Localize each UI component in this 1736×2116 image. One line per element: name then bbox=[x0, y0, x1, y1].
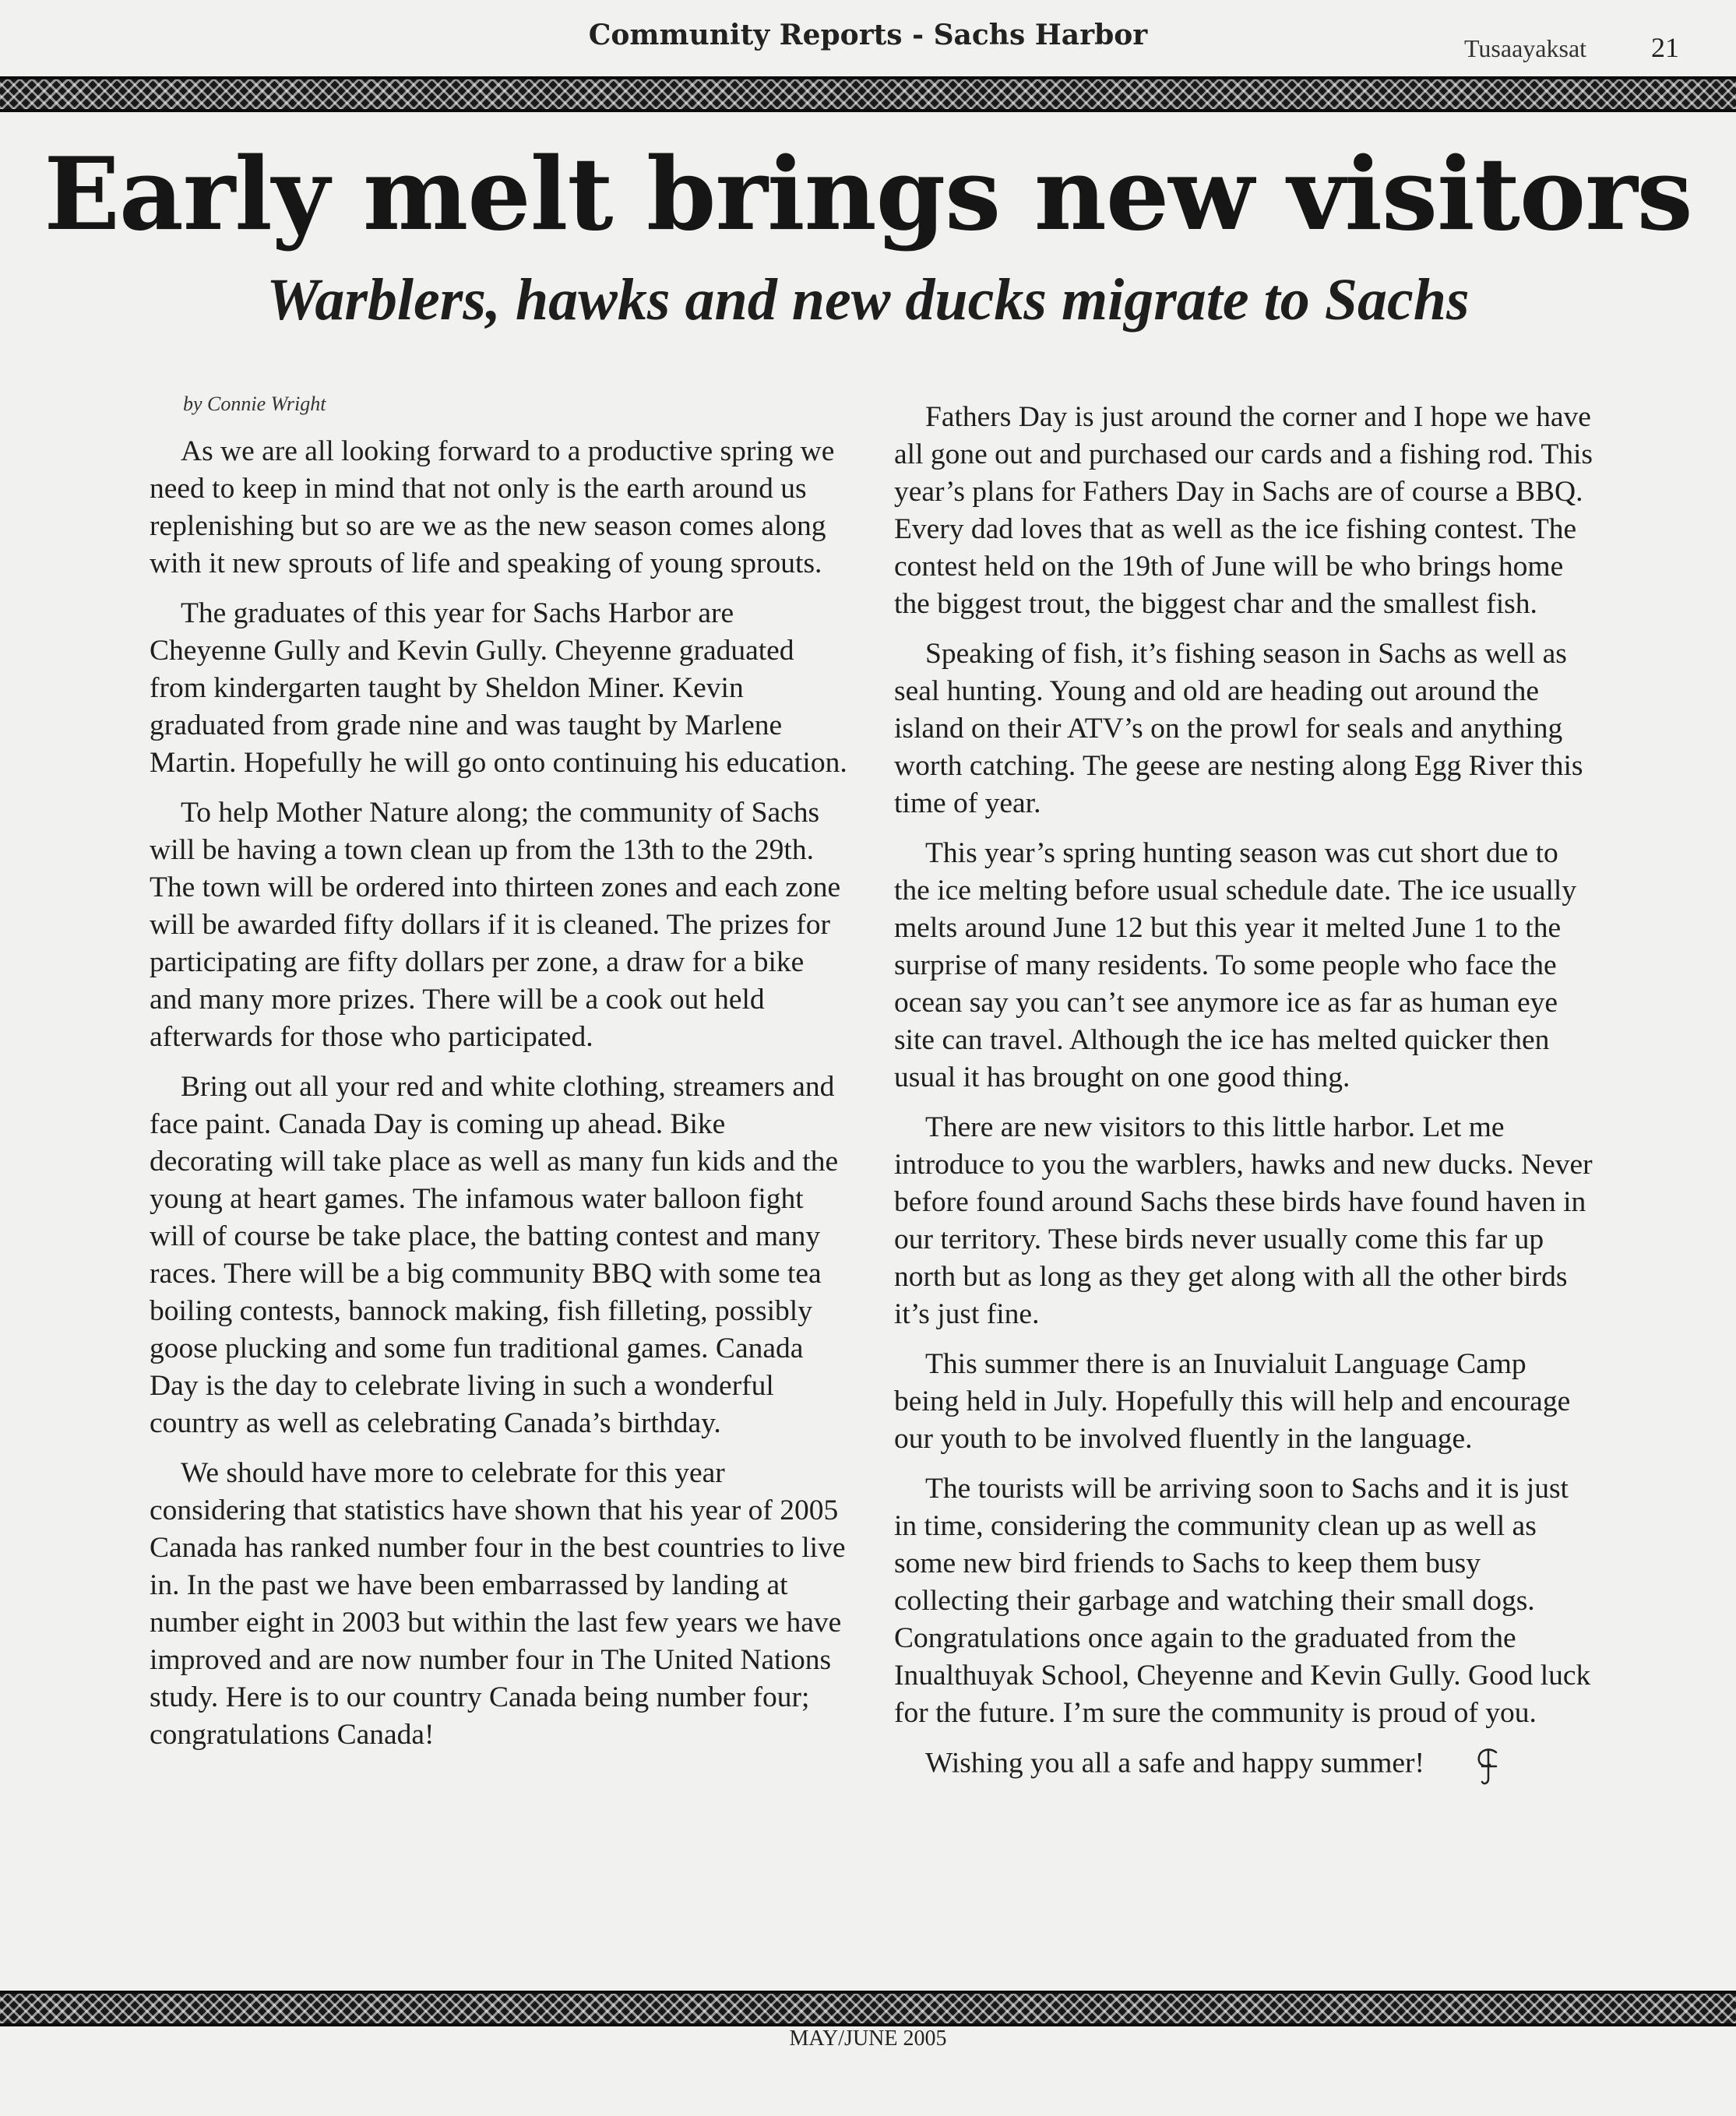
closing-text: Wishing you all a safe and happy summer! bbox=[925, 1747, 1425, 1780]
decorative-band-bottom bbox=[0, 1991, 1736, 2026]
page-number: 21 bbox=[1651, 32, 1679, 63]
section-title: Community Reports - Sachs Harbor bbox=[588, 19, 1148, 51]
decorative-band-top bbox=[0, 76, 1736, 112]
article-right-column bbox=[894, 399, 1595, 1799]
paragraph: We should have more to celebrate for this year considering that statistics have shown that his year of 2005 Canada has ranked number four in the best countries to live in. In the past we have been embarrassed by landing at number eight in 2003 but within the last few years we have improved and are now number four in The United Nations study. Here is to our country Canada being number four; congratulations Canada! bbox=[150, 1457, 846, 1751]
paragraph: The graduates of this year for Sachs Harbor are Cheyenne Gully and Kevin Gully. Cheyenne graduated from kindergarten taught by Sheldon Miner. Kevin graduated from grade nine and was taught by Marlene Martin. Hopefully he will go onto continuing his education. bbox=[150, 597, 847, 779]
article-left-column bbox=[150, 433, 850, 1766]
paragraph: The tourists will be arriving soon to Sachs and it is just in time, considering the community clean up as well as some new bird friends to Sachs to keep them busy collecting their garbage and watching their small dogs. Congratulations once again to the graduated from the Inualthuyak School, Cheyenne and Kevin Gully. Good luck for the future. I’m sure the community is proud of you. bbox=[894, 1473, 1591, 1729]
headline: Early melt brings new visitors bbox=[44, 136, 1692, 253]
paragraph: As we are all looking forward to a productive spring we need to keep in mind that not only is the earth around us replenishing but so are we as the new season comes along with it new sprouts of life and speaking of young sprouts. bbox=[150, 435, 835, 579]
subheadline: Warblers, hawks and new ducks migrate to Sachs bbox=[266, 267, 1470, 333]
paragraph: To help Mother Nature along; the community of Sachs will be having a town clean up from the 13th to the 29th. The town will be ordered into thirteen zones and each zone will be awarded fifty dollars if it is cleaned. The prizes for participating are fifty dollars per zone, a draw for a bike and many more prizes. There will be a cook out held afterwards for those who participated. bbox=[150, 797, 841, 1053]
paragraph: Fathers Day is just around the corner and I hope we have all gone out and purchased our cards and a fishing rod. This year’s plans for Fathers Day in Sachs are of course a BBQ. Every dad loves that as well as the ice fishing contest. The contest held on the 19th of June will be who brings home the biggest trout, the biggest char and the smallest fish. bbox=[894, 401, 1593, 620]
paragraph: Speaking of fish, it’s fishing season in Sachs as well as seal hunting. Young and old are heading out around the island on their ATV’s on the prowl for seals and anything worth catching. The geese are nesting along Egg River this time of year. bbox=[894, 638, 1583, 819]
signature-icon bbox=[1442, 1745, 1473, 1787]
byline: by Connie Wright bbox=[183, 393, 326, 415]
paragraph: This year’s spring hunting season was cut short due to the ice melting before usual schedule date. The ice usually melts around June 12 but this year it melted June 1 to the surprise of many residents. To some people who face the ocean say you can’t see anymore ice as far as human eye site can travel. Although the ice has melted quicker then usual it has brought on one good thing. bbox=[894, 837, 1577, 1093]
paragraph: This summer there is an Inuvialuit Language Camp being held in July. Hopefully this will help and encourage our youth to be involved fluently in the language. bbox=[894, 1348, 1571, 1455]
closing-line bbox=[894, 1745, 1595, 1787]
magazine-name: Tusaayaksat bbox=[1464, 34, 1587, 62]
paragraph: There are new visitors to this little harbor. Let me introduce to you the warblers, hawks and new ducks. Never before found around Sachs these birds have found haven in our territory. These birds never usually come this far up north but as long as they get along with all the other birds it’s just fine. bbox=[894, 1111, 1593, 1330]
issue-date: MAY/JUNE 2005 bbox=[789, 2026, 947, 2051]
paragraph: Bring out all your red and white clothing, streamers and face paint. Canada Day is coming up ahead. Bike decorating will take place as well as many fun kids and the young at heart games. The infamous water balloon fight will of course be take place, the batting contest and many races. There will be a big community BBQ with some tea boiling contests, bannock making, fish filleting, possibly goose plucking and some fun traditional games. Canada Day is the day to celebrate living in such a wonderful country as well as celebrating Canada’s birthday. bbox=[150, 1071, 839, 1439]
